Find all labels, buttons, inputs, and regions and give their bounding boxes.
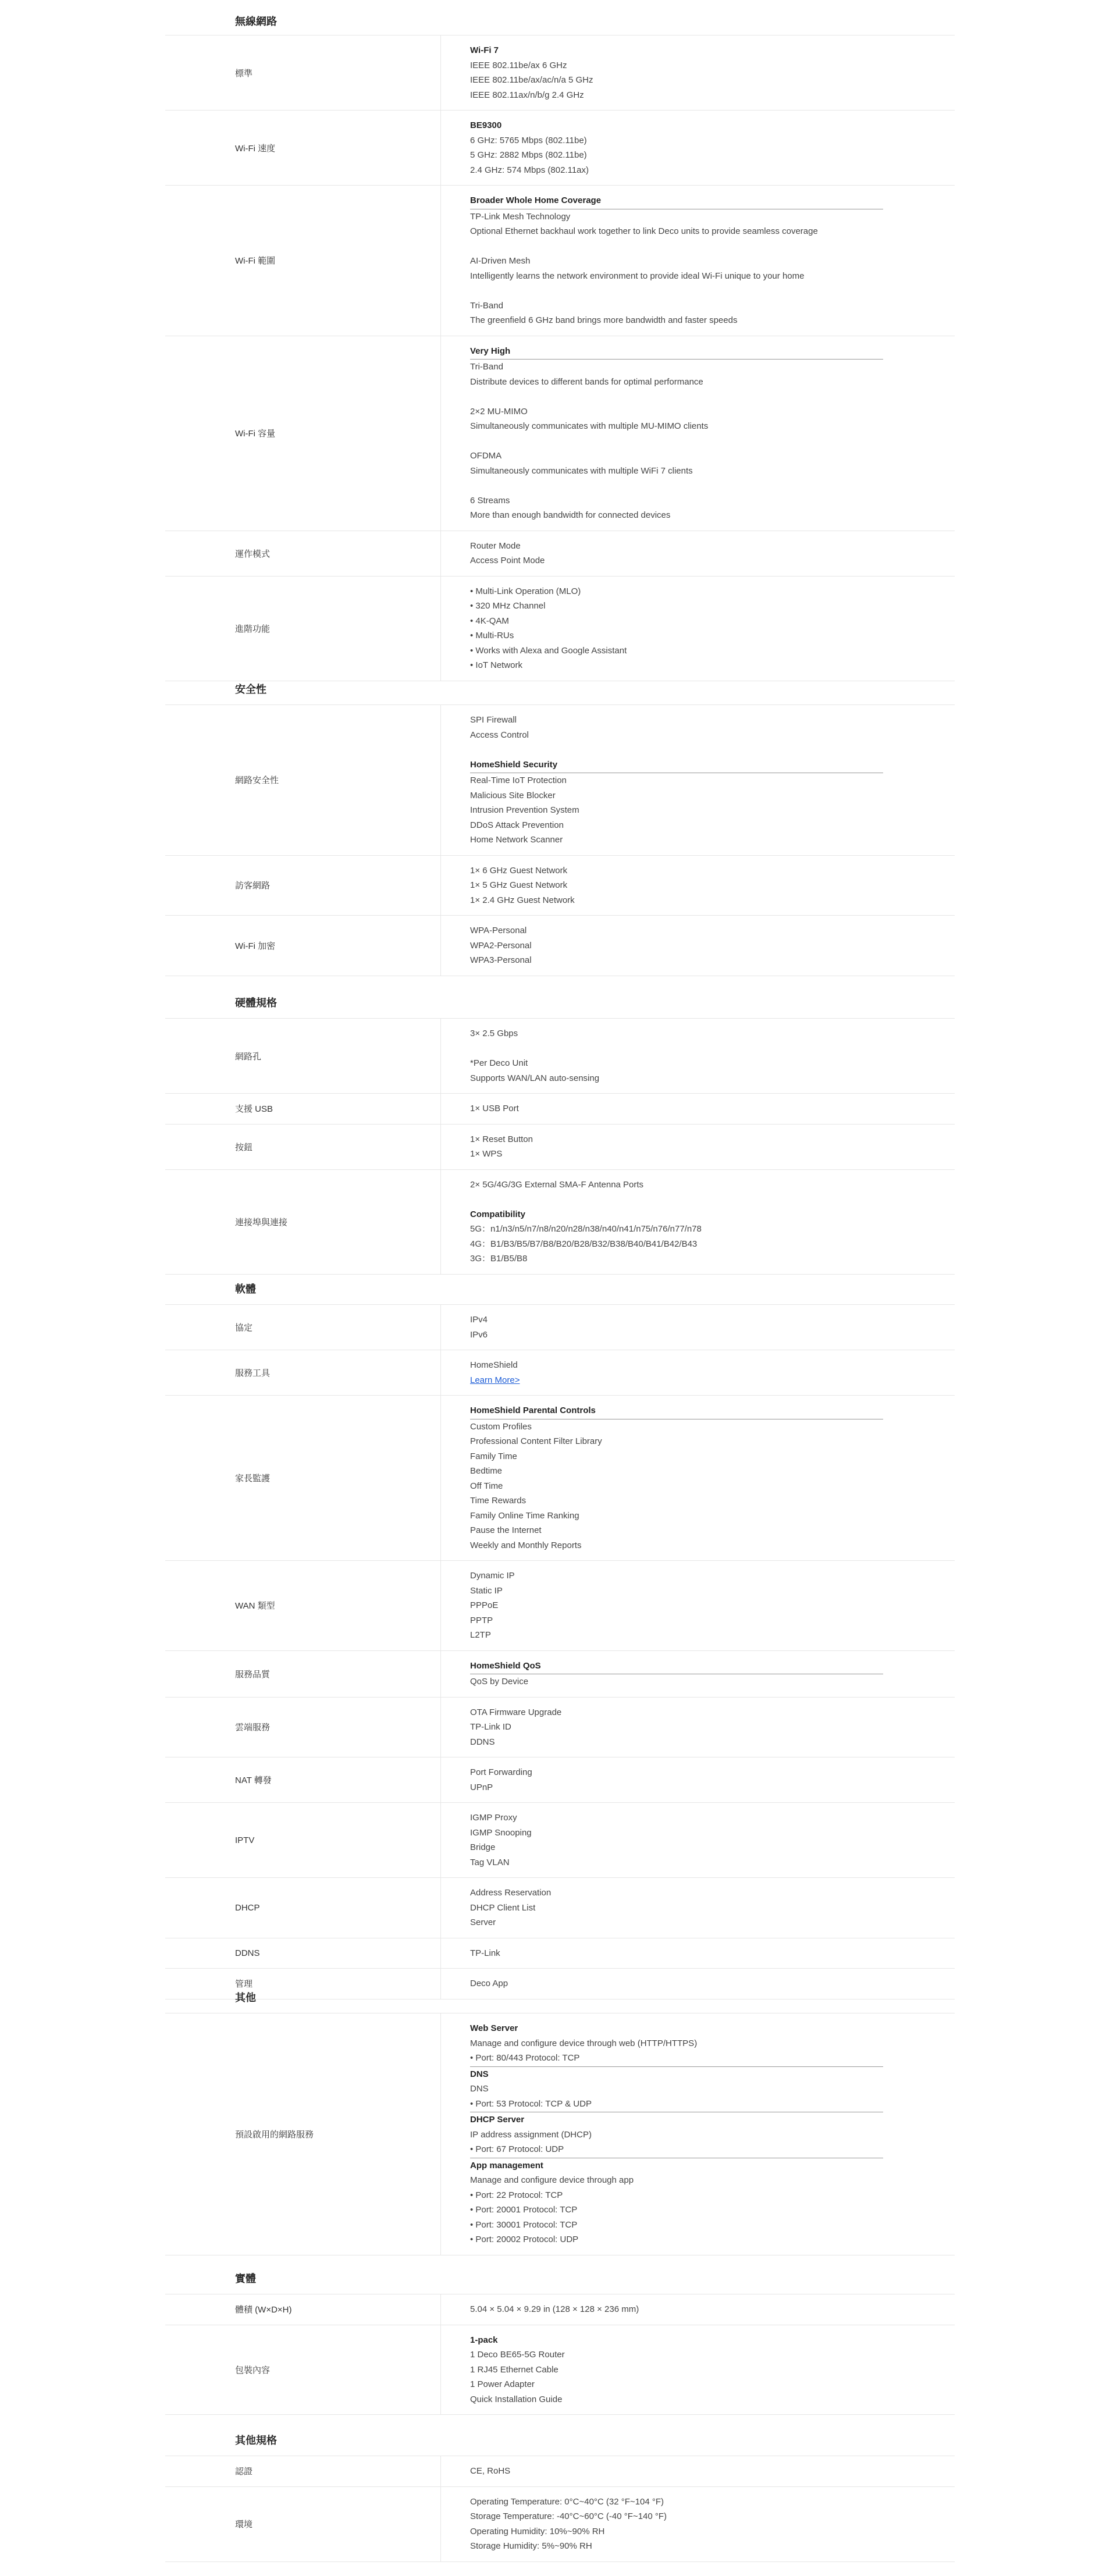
spec-heading: Web Server — [470, 2023, 518, 2033]
spec-row — [165, 1304, 955, 1350]
spec-label: Wi-Fi 速度 — [165, 111, 441, 185]
spec-line — [470, 434, 955, 449]
spec-row — [165, 1169, 955, 1275]
spec-line: • Works with Alexa and Google Assistant — [470, 645, 627, 656]
spec-line: 1 Deco BE65-5G Router — [470, 2350, 565, 2360]
spec-line — [470, 1041, 955, 1056]
spec-line: Tri-Band — [470, 300, 503, 311]
spec-heading: BE9300 — [470, 120, 502, 130]
spec-line: Storage Temperature: -40°C~60°C (-40 °F~140 °F) — [470, 2511, 667, 2521]
spec-line: Access Control — [470, 730, 529, 740]
spec-value — [441, 577, 955, 681]
spec-row — [165, 531, 955, 576]
spec-label: 網路安全性 — [165, 705, 441, 855]
spec-row — [165, 1018, 955, 1093]
spec-line: 5 GHz: 2882 Mbps (802.11be) — [470, 150, 587, 160]
spec-line: Manage and configure device through app — [470, 2175, 634, 2185]
spec-line: 6 Streams — [470, 495, 510, 506]
spec-line: 3G：B1/B5/B8 — [470, 1254, 528, 1264]
spec-value — [441, 336, 955, 531]
spec-line: IGMP Snooping — [470, 1827, 532, 1838]
spec-row — [165, 915, 955, 976]
spec-line: 1 RJ45 Ethernet Cable — [470, 2364, 558, 2375]
spec-line: WPA2-Personal — [470, 940, 532, 951]
spec-label: IPTV — [165, 1803, 441, 1877]
spec-line: AI-Driven Mesh — [470, 256, 531, 266]
spec-line: • Port: 20002 Protocol: UDP — [470, 2235, 579, 2244]
spec-line: Distribute devices to different bands for optimal performance — [470, 376, 703, 387]
spec-value — [441, 1938, 955, 1969]
spec-row — [165, 1124, 955, 1169]
spec-row — [165, 336, 955, 531]
spec-line: IEEE 802.11ax/n/b/g 2.4 GHz — [470, 90, 584, 100]
spec-label: 協定 — [165, 1305, 441, 1350]
spec-line: Pause the Internet — [470, 1525, 542, 1535]
spec-value — [441, 1094, 955, 1124]
spec-heading: Compatibility — [470, 1209, 526, 1219]
spec-value — [441, 111, 955, 185]
spec-line: Optional Ethernet backhaul work together to link Deco units to provide seamless coverage — [470, 226, 818, 236]
spec-line: Intrusion Prevention System — [470, 805, 579, 815]
spec-row — [165, 35, 955, 110]
spec-line — [470, 1373, 955, 1388]
section-title: 無線網路 — [235, 16, 277, 27]
spec-line: 2×2 MU-MIMO — [470, 406, 528, 417]
spec-line: WPA-Personal — [470, 926, 527, 935]
spec-line — [470, 478, 955, 493]
spec-value — [441, 856, 955, 916]
spec-row — [165, 1093, 955, 1124]
spec-value — [441, 186, 955, 336]
spec-line: DDNS — [470, 1737, 495, 1747]
spec-line: Malicious Site Blocker — [470, 790, 556, 800]
spec-row — [165, 2325, 955, 2415]
spec-line: Address Reservation — [470, 1888, 552, 1898]
spec-line: • Multi-Link Operation (MLO) — [470, 586, 581, 596]
spec-value — [441, 1170, 955, 1274]
spec-line — [470, 283, 955, 298]
spec-line: • Port: 20001 Protocol: TCP — [470, 2205, 578, 2215]
spec-line: Operating Temperature: 0°C~40°C (32 °F~104 °F) — [470, 2496, 664, 2507]
spec-label: DDNS — [165, 1938, 441, 1969]
spec-row — [165, 705, 955, 855]
spec-line: 6 GHz: 5765 Mbps (802.11be) — [470, 135, 587, 145]
spec-row — [165, 1560, 955, 1650]
spec-line: Family Online Time Ranking — [470, 1510, 579, 1521]
spec-line — [470, 389, 955, 404]
spec-line — [470, 239, 955, 254]
spec-label: 連接埠與連接 — [165, 1170, 441, 1274]
spec-line: Tri-Band — [470, 362, 503, 372]
spec-table — [165, 1304, 955, 1999]
spec-line: 5G：n1/n3/n5/n7/n8/n20/n28/n38/n40/n41/n75/n76/n77/n78 — [470, 1224, 702, 1234]
spec-label: 認證 — [165, 2456, 441, 2486]
spec-line: 2.4 GHz: 574 Mbps (802.11ax) — [470, 165, 589, 175]
spec-table — [165, 2294, 955, 2415]
spec-line: Custom Profiles — [470, 1421, 532, 1432]
spec-value — [441, 705, 955, 855]
spec-label: 管理 — [165, 1969, 441, 1999]
spec-line: Server — [470, 1917, 496, 1927]
spec-line: TP-Link ID — [470, 1722, 511, 1732]
spec-line: Storage Humidity: 5%~90% RH — [470, 2541, 592, 2551]
spec-line: IPv6 — [470, 1329, 488, 1340]
spec-line: IGMP Proxy — [470, 1813, 517, 1823]
spec-value — [441, 916, 955, 976]
spec-line: • Port: 80/443 Protocol: TCP — [470, 2053, 580, 2063]
spec-value — [441, 2325, 955, 2415]
spec-line: IEEE 802.11be/ax/ac/n/a 5 GHz — [470, 75, 593, 85]
spec-value — [441, 35, 955, 110]
spec-heading: HomeShield Security — [470, 759, 558, 770]
spec-value — [441, 1019, 955, 1093]
spec-line: Port Forwarding — [470, 1767, 532, 1777]
section-title: 安全性 — [235, 684, 266, 695]
spec-line: Access Point Mode — [470, 556, 545, 565]
spec-label: 環境 — [165, 2487, 441, 2561]
spec-line: Off Time — [470, 1481, 503, 1491]
spec-table — [165, 705, 955, 976]
spec-value — [441, 2487, 955, 2561]
spec-label: 體積 (W×D×H) — [165, 2294, 441, 2325]
spec-line: • Port: 53 Protocol: TCP & UDP — [470, 2098, 592, 2109]
section-title: 其他規格 — [235, 2435, 277, 2446]
spec-value — [441, 1350, 955, 1395]
spec-line: PPTP — [470, 1615, 493, 1625]
spec-line: PPPoE — [470, 1600, 499, 1610]
spec-label: 標準 — [165, 35, 441, 110]
spec-line: More than enough bandwidth for connected devices — [470, 510, 671, 520]
spec-label: 雲端服務 — [165, 1698, 441, 1757]
spec-line: *Per Deco Unit — [470, 1058, 528, 1068]
section-title: 硬體規格 — [235, 997, 277, 1009]
spec-value — [441, 1803, 955, 1877]
spec-line: 1× 6 GHz Guest Network — [470, 865, 568, 876]
spec-value — [441, 1561, 955, 1650]
spec-value — [441, 1651, 955, 1697]
learn-more-link[interactable]: Learn More> — [470, 1375, 520, 1385]
spec-line: IP address assignment (DHCP) — [470, 2129, 592, 2140]
spec-heading: Broader Whole Home Coverage — [470, 195, 602, 205]
spec-line: Simultaneously communicates with multiple WiFi 7 clients — [470, 465, 693, 476]
spec-heading: DHCP Server — [470, 2115, 525, 2125]
spec-line: Weekly and Monthly Reports — [470, 1540, 582, 1550]
spec-line: TP-Link — [470, 1948, 500, 1958]
spec-line: 3× 2.5 Gbps — [470, 1029, 518, 1038]
spec-table — [165, 2013, 955, 2255]
spec-line: Quick Installation Guide — [470, 2394, 563, 2404]
spec-line: Manage and configure device through web (HTTP/HTTPS) — [470, 2038, 698, 2048]
spec-heading: 1-pack — [470, 2335, 498, 2345]
spec-line: 1× 2.4 GHz Guest Network — [470, 895, 575, 905]
spec-line: OTA Firmware Upgrade — [470, 1707, 562, 1717]
spec-line: IEEE 802.11be/ax 6 GHz — [470, 60, 567, 70]
section-title: 實體 — [235, 2273, 256, 2285]
spec-row — [165, 855, 955, 916]
spec-line: Operating Humidity: 10%~90% RH — [470, 2526, 605, 2536]
spec-value — [441, 1878, 955, 1938]
spec-heading: HomeShield Parental Controls — [470, 1406, 596, 1415]
spec-label: 服務工具 — [165, 1350, 441, 1395]
spec-line: CE, RoHS — [470, 2466, 511, 2476]
spec-line: 1× WPS — [470, 1149, 503, 1159]
spec-line: 1× Reset Button — [470, 1134, 533, 1144]
spec-line: Router Mode — [470, 540, 521, 551]
spec-line: Family Time — [470, 1451, 517, 1461]
spec-label: Wi-Fi 範圍 — [165, 186, 441, 336]
spec-value — [441, 1305, 955, 1350]
spec-line: OFDMA — [470, 451, 502, 461]
spec-line: Time Rewards — [470, 1496, 527, 1506]
spec-line: • Port: 67 Protocol: UDP — [470, 2144, 564, 2154]
spec-line: 1 Power Adapter — [470, 2379, 535, 2389]
spec-line: DNS — [470, 2084, 489, 2094]
spec-value — [441, 1125, 955, 1169]
spec-row — [165, 1877, 955, 1938]
section-title: 其他 — [235, 1992, 256, 2004]
spec-row — [165, 2294, 955, 2325]
spec-label: 家長監護 — [165, 1396, 441, 1560]
spec-line: Static IP — [470, 1585, 503, 1596]
spec-line: Tag VLAN — [470, 1857, 510, 1867]
spec-line: 1× USB Port — [470, 1104, 519, 1113]
spec-line: DHCP Client List — [470, 1902, 536, 1913]
spec-line: L2TP — [470, 1630, 491, 1640]
spec-line: SPI Firewall — [470, 715, 517, 725]
spec-line: 4G：B1/B3/B5/B7/B8/B20/B28/B32/B38/B40/B41/B42/B43 — [470, 1239, 698, 1249]
spec-label: 運作模式 — [165, 531, 441, 576]
spec-line: HomeShield — [470, 1360, 518, 1370]
spec-line: IPv4 — [470, 1315, 488, 1325]
spec-line: Bedtime — [470, 1466, 503, 1476]
spec-label: NAT 轉發 — [165, 1757, 441, 1802]
spec-line: TP-Link Mesh Technology — [470, 211, 571, 222]
spec-line: • IoT Network — [470, 660, 522, 670]
spec-table — [165, 35, 955, 681]
spec-line: Dynamic IP — [470, 1571, 515, 1581]
spec-label: WAN 類型 — [165, 1561, 441, 1650]
spec-row — [165, 1650, 955, 1697]
spec-line: The greenfield 6 GHz band brings more bandwidth and faster speeds — [470, 315, 738, 325]
spec-line: Intelligently learns the network environment to provide ideal Wi-Fi unique to your home — [470, 271, 805, 281]
spec-label: 網路孔 — [165, 1019, 441, 1093]
spec-value — [441, 2456, 955, 2486]
spec-heading: Wi-Fi 7 — [470, 45, 499, 55]
spec-line: • 320 MHz Channel — [470, 601, 546, 611]
spec-row — [165, 2456, 955, 2486]
spec-label: 進階功能 — [165, 577, 441, 681]
spec-label: 包裝內容 — [165, 2325, 441, 2415]
spec-line: Real-Time IoT Protection — [470, 775, 567, 785]
spec-row — [165, 185, 955, 336]
spec-value — [441, 2294, 955, 2325]
spec-heading: Very High — [470, 346, 511, 356]
spec-line: • Port: 22 Protocol: TCP — [470, 2190, 563, 2200]
spec-label: Wi-Fi 加密 — [165, 916, 441, 976]
spec-line: • 4K-QAM — [470, 615, 509, 626]
spec-line: 1× 5 GHz Guest Network — [470, 880, 568, 890]
spec-line — [470, 1192, 955, 1207]
spec-row — [165, 1697, 955, 1757]
spec-value — [441, 1698, 955, 1757]
spec-heading: DNS — [470, 2069, 489, 2079]
spec-row — [165, 1802, 955, 1877]
spec-row — [165, 110, 955, 185]
spec-table — [165, 1018, 955, 1275]
spec-line: Simultaneously communicates with multiple MU-MIMO clients — [470, 421, 709, 431]
spec-line: UPnP — [470, 1782, 493, 1792]
spec-row — [165, 1350, 955, 1395]
spec-line: 5.04 × 5.04 × 9.29 in (128 × 128 × 236 mm) — [470, 2304, 639, 2314]
spec-line: Home Network Scanner — [470, 835, 563, 845]
spec-label: 按鈕 — [165, 1125, 441, 1169]
spec-heading: App management — [470, 2160, 543, 2171]
spec-label: 服務品質 — [165, 1651, 441, 1697]
section-title: 軟體 — [235, 1283, 256, 1295]
spec-line: QoS by Device — [470, 1677, 529, 1687]
spec-line: Supports WAN/LAN auto-sensing — [470, 1073, 600, 1083]
spec-line — [470, 742, 955, 757]
spec-label: 訪客網路 — [165, 856, 441, 916]
spec-value — [441, 1396, 955, 1560]
spec-row — [165, 1395, 955, 1560]
spec-line: Bridge — [470, 1842, 496, 1852]
spec-row — [165, 576, 955, 681]
spec-line: Professional Content Filter Library — [470, 1436, 602, 1446]
spec-line: • Port: 30001 Protocol: TCP — [470, 2219, 578, 2230]
spec-row — [165, 1757, 955, 1802]
spec-row — [165, 1938, 955, 1969]
spec-line: Deco App — [470, 1979, 508, 1988]
spec-line: • Multi-RUs — [470, 631, 514, 641]
spec-label: 支援 USB — [165, 1094, 441, 1124]
spec-value — [441, 2013, 955, 2255]
spec-table — [165, 2456, 955, 2562]
spec-line: WPA3-Personal — [470, 955, 532, 965]
spec-label: Wi-Fi 容量 — [165, 336, 441, 531]
spec-label: 預設啟用的網路服務 — [165, 2013, 441, 2255]
spec-label: DHCP — [165, 1878, 441, 1938]
spec-value — [441, 531, 955, 576]
spec-heading: HomeShield QoS — [470, 1660, 541, 1671]
spec-line: DDoS Attack Prevention — [470, 820, 564, 830]
spec-value — [441, 1757, 955, 1802]
spec-row — [165, 2486, 955, 2562]
spec-row — [165, 2013, 955, 2255]
spec-line: 2× 5G/4G/3G External SMA-F Antenna Ports — [470, 1179, 644, 1190]
